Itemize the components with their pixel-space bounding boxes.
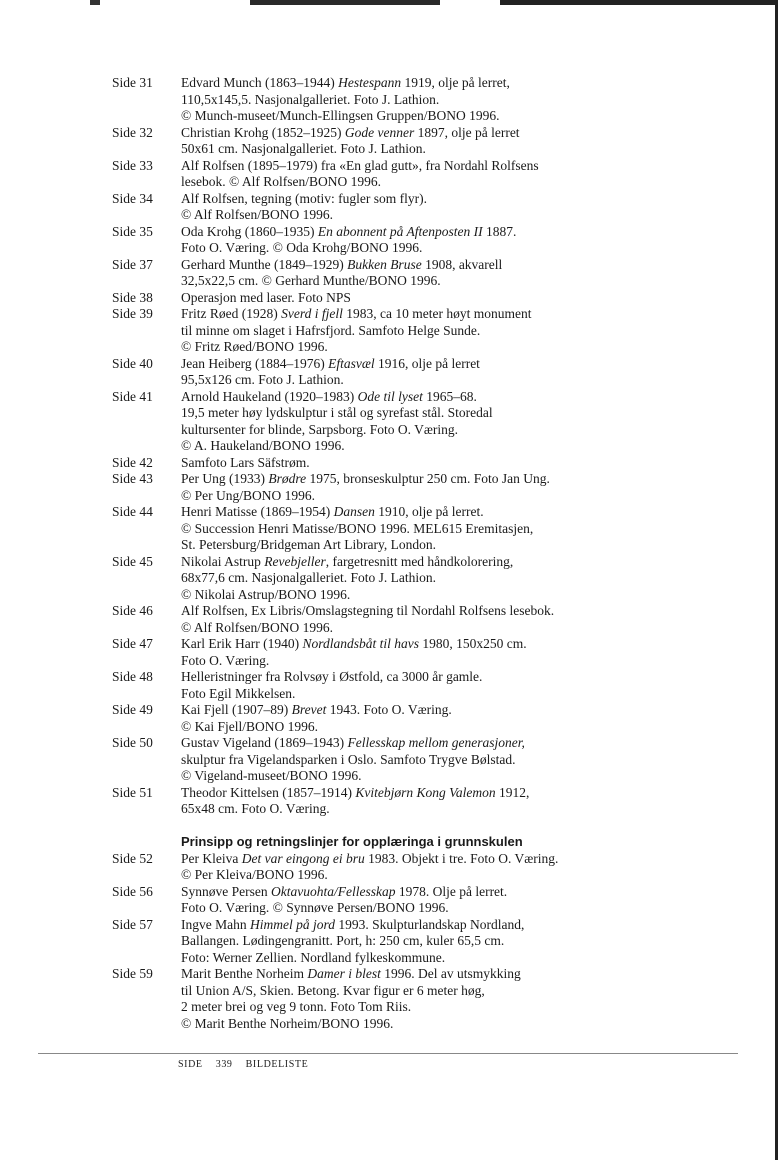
- credit-line: [181, 438, 752, 455]
- credit-text: [181, 125, 752, 158]
- credit-segment: Edvard Munch (1863–1944): [181, 75, 339, 90]
- artwork-title: Kvitebjørn Kong Valemon: [355, 784, 496, 800]
- credit-segment: 1897, olje på lerret: [414, 124, 520, 140]
- credit-segment: 95,5x126 cm. Foto J. Lathion.: [181, 372, 344, 387]
- credit-segment: Ingve Mahn: [181, 916, 250, 932]
- footer-rule: [38, 1053, 738, 1054]
- credit-line: [181, 306, 752, 323]
- credit-segment: 1996. Del av utsmykking: [380, 966, 521, 981]
- credit-segment: Karl Erik Harr (1940): [181, 636, 303, 651]
- credit-segment: Alf Rolfsen, tegning (motiv: fugler som flyr).: [181, 190, 427, 206]
- credit-line: [181, 405, 752, 422]
- page-reference: Side 52: [112, 850, 153, 866]
- credit-segment: til Union A/S, Skien. Betong. Kvar figur er 6 meter høg,: [181, 982, 485, 998]
- credit-line: [181, 768, 752, 785]
- credit-segment: © Nikolai Astrup/BONO 1996.: [181, 586, 351, 602]
- credit-segment: 19,5 meter høy lydskulptur i stål og syrefast stål. Storedal: [181, 405, 493, 420]
- credit-entry: [112, 603, 752, 636]
- page-reference: Side 32: [112, 124, 153, 140]
- credit-group-main: [112, 75, 752, 818]
- page-reference: Side 42: [112, 454, 153, 470]
- credit-entry: [112, 356, 752, 389]
- section-heading: Prinsipp og retningslinjer for opplæringa i grunnskulen: [181, 833, 523, 849]
- page-reference: Side 35: [112, 223, 153, 239]
- credit-line: [181, 900, 752, 917]
- page-reference: Side 43: [112, 471, 153, 486]
- credit-line: [181, 851, 752, 868]
- credit-segment: © Fritz Røed/BONO 1996.: [181, 339, 328, 354]
- credit-text: [181, 917, 752, 967]
- credit-segment: 110,5x145,5. Nasjonalgalleriet. Foto J. Lathion.: [181, 91, 440, 107]
- artwork-title: Revebjeller: [264, 553, 326, 569]
- credit-line: [181, 966, 752, 983]
- credit-entry: [112, 257, 752, 290]
- credit-segment: 1978. Olje på lerret.: [395, 883, 508, 899]
- credit-line: [181, 224, 752, 241]
- credit-line: [181, 669, 752, 686]
- credit-entry: [112, 669, 752, 702]
- credit-line: [181, 108, 752, 125]
- footer-label: SIDE: [178, 1059, 203, 1070]
- page-reference: Side 57: [112, 916, 153, 932]
- page-reference: Side 44: [112, 504, 153, 519]
- page-reference: Side 47: [112, 636, 153, 651]
- credit-text: [181, 191, 752, 224]
- credit-segment: Samfoto Lars Säfstrøm.: [181, 454, 310, 470]
- credit-line: [181, 636, 752, 653]
- credit-segment: Theodor Kittelsen (1857–1914): [181, 784, 356, 800]
- artwork-title: Gode venner: [344, 124, 415, 140]
- credit-segment: 1916, olje på lerret: [374, 355, 480, 371]
- credit-entry: [112, 191, 752, 224]
- artwork-title: Ode til lyset: [357, 388, 423, 404]
- credit-segment: 1993. Skulpturlandskap Nordland,: [334, 916, 525, 932]
- credit-line: [181, 174, 752, 191]
- credit-line: [181, 867, 752, 884]
- credit-segment: Alf Rolfsen (1895–1979) fra «En glad gutt», fra Nordahl Rolfsens: [181, 157, 539, 173]
- credit-text: [181, 356, 752, 389]
- credit-text: [181, 389, 752, 455]
- credit-segment: Per Kleiva: [181, 850, 242, 866]
- credit-segment: 1908, akvarell: [421, 256, 503, 272]
- credit-line: [181, 1016, 752, 1033]
- credit-text: [181, 158, 752, 191]
- credit-entry: [112, 75, 752, 125]
- credit-segment: Kai Fjell (1907–89): [181, 702, 292, 717]
- credit-segment: 1943. Foto O. Væring.: [326, 702, 452, 717]
- credit-entry: [112, 224, 752, 257]
- credit-segment: © Kai Fjell/BONO 1996.: [181, 718, 319, 734]
- credit-segment: 50x61 cm. Nasjonalgalleriet. Foto J. Lathion.: [181, 141, 426, 156]
- page-reference: Side 49: [112, 702, 153, 717]
- artwork-title: En abonnent på Aftenposten II: [317, 223, 483, 239]
- credit-line: [181, 983, 752, 1000]
- credit-segment: 1980, 150x250 cm.: [418, 636, 527, 651]
- artwork-title: Hestespann: [338, 75, 402, 90]
- credit-line: [181, 471, 752, 488]
- credit-line: [181, 587, 752, 604]
- credit-line: [181, 801, 752, 818]
- credit-segment: Synnøve Persen: [181, 883, 271, 899]
- credit-line: [181, 999, 752, 1016]
- credit-segment: 1912,: [495, 784, 530, 800]
- credit-segment: 1965–68.: [422, 388, 477, 404]
- picture-credit-list: [112, 75, 752, 1032]
- artwork-title: Bukken Bruse: [347, 256, 422, 272]
- page-reference: Side 59: [112, 966, 153, 981]
- credit-segment: 1919, olje på lerret,: [401, 75, 510, 90]
- credit-segment: © A. Haukeland/BONO 1996.: [181, 438, 345, 453]
- credit-segment: 1975, bronseskulptur 250 cm. Foto Jan Ung.: [306, 471, 550, 486]
- credit-entry: [112, 785, 752, 818]
- credit-segment: Gustav Vigeland (1869–1943): [181, 735, 348, 750]
- artwork-title: Damer i blest: [307, 966, 381, 981]
- credit-text: [181, 75, 752, 125]
- credit-entry: [112, 504, 752, 554]
- artwork-title: Brødre: [268, 471, 307, 486]
- page-reference: Side 39: [112, 306, 153, 321]
- credit-segment: Alf Rolfsen, Ex Libris/Omslagstegning til Nordahl Rolfsens lesebok.: [181, 603, 555, 618]
- credit-text: [181, 702, 752, 735]
- credit-line: [181, 570, 752, 587]
- credit-line: [181, 488, 752, 505]
- credit-entry: [112, 158, 752, 191]
- credit-entry: [112, 702, 752, 735]
- artwork-title: Det var eingong ei bru: [241, 850, 365, 866]
- credit-line: [181, 620, 752, 637]
- artwork-title: Nordlandsbåt til havs: [302, 636, 419, 651]
- credit-line: [181, 372, 752, 389]
- credit-segment: 1983. Objekt i tre. Foto O. Væring.: [364, 850, 559, 866]
- credit-line: [181, 125, 752, 142]
- credit-line: [181, 702, 752, 719]
- credit-segment: © Alf Rolfsen/BONO 1996.: [181, 619, 334, 635]
- credit-line: [181, 141, 752, 158]
- page-footer: [178, 1059, 318, 1070]
- credit-segment: 32,5x22,5 cm. © Gerhard Munthe/BONO 1996.: [181, 273, 441, 288]
- credit-line: [181, 422, 752, 439]
- credit-segment: Gerhard Munthe (1849–1929): [181, 256, 348, 272]
- artwork-title: Fellesskap mellom generasjoner,: [347, 735, 525, 750]
- credit-entry: [112, 290, 752, 307]
- credit-text: [181, 966, 752, 1032]
- credit-entry: [112, 125, 752, 158]
- credit-entry: [112, 455, 752, 472]
- credit-line: [181, 917, 752, 934]
- credit-text: [181, 455, 752, 472]
- credit-segment: 1983, ca 10 meter høyt monument: [342, 306, 532, 321]
- credit-text: [181, 471, 752, 504]
- credit-line: [181, 537, 752, 554]
- credit-line: [181, 191, 752, 208]
- page-reference: Side 50: [112, 735, 153, 750]
- credit-segment: © Per Ung/BONO 1996.: [181, 487, 316, 503]
- artwork-title: Dansen: [333, 504, 375, 519]
- credit-segment: Henri Matisse (1869–1954): [181, 504, 334, 519]
- credit-text: [181, 224, 752, 257]
- credit-text: [181, 257, 752, 290]
- credit-entry: [112, 636, 752, 669]
- credit-segment: Operasjon med laser. Foto NPS: [181, 289, 351, 305]
- credit-segment: 68x77,6 cm. Nasjonalgalleriet. Foto J. Lathion.: [181, 570, 436, 585]
- credit-line: [181, 240, 752, 257]
- credit-line: [181, 290, 752, 307]
- credit-segment: skulptur fra Vigelandsparken i Oslo. Samfoto Trygve Bølstad.: [181, 751, 516, 767]
- page-reference: Side 38: [112, 289, 153, 305]
- credit-line: [181, 504, 752, 521]
- credit-segment: Fritz Røed (1928): [181, 306, 282, 321]
- artwork-title: Sverd i fjell: [281, 306, 343, 321]
- artwork-title: Brevet: [291, 702, 327, 717]
- credit-segment: Foto Egil Mikkelsen.: [181, 685, 296, 701]
- credit-text: [181, 504, 752, 554]
- credit-line: [181, 785, 752, 802]
- credit-segment: Nikolai Astrup: [181, 553, 265, 569]
- artwork-title: Oktavuohta/Fellesskap: [271, 883, 396, 899]
- page-reference: Side 37: [112, 256, 153, 272]
- credit-line: [181, 719, 752, 736]
- credit-segment: 1887.: [482, 223, 517, 239]
- credit-entry: [112, 471, 752, 504]
- credit-line: [181, 389, 752, 406]
- credit-text: [181, 735, 752, 785]
- credit-line: [181, 521, 752, 538]
- credit-line: [181, 455, 752, 472]
- credit-text: [181, 669, 752, 702]
- credit-segment: Foto O. Væring. © Oda Krohg/BONO 1996.: [181, 240, 423, 255]
- page-reference: Side 51: [112, 784, 153, 800]
- credit-segment: Foto O. Væring.: [181, 652, 270, 668]
- credit-segment: Per Ung (1933): [181, 471, 269, 486]
- credit-line: [181, 884, 752, 901]
- credit-line: [181, 339, 752, 356]
- credit-entry: [112, 966, 752, 1032]
- credit-segment: Foto: Werner Zellien. Nordland fylkeskommune.: [181, 949, 446, 965]
- credit-entry: [112, 554, 752, 604]
- credit-group-grunnskulen: [112, 851, 752, 1033]
- credit-text: [181, 290, 752, 307]
- credit-segment: St. Petersburg/Bridgeman Art Library, London.: [181, 537, 436, 552]
- footer-section: BILDELISTE: [245, 1059, 309, 1070]
- credit-segment: , fargetresnitt med håndkolorering,: [325, 553, 514, 569]
- credit-text: [181, 884, 752, 917]
- credit-line: [181, 158, 752, 175]
- credit-text: [181, 636, 752, 669]
- page-reference: Side 56: [112, 883, 153, 899]
- credit-segment: kultursenter for blinde, Sarpsborg. Foto O. Væring.: [181, 421, 458, 437]
- credit-segment: lesebok. © Alf Rolfsen/BONO 1996.: [181, 174, 381, 189]
- credit-segment: til minne om slaget i Hafrsfjord. Samfoto Helge Sunde.: [181, 322, 481, 338]
- credit-segment: 2 meter brei og veg 9 tonn. Foto Tom Riis.: [181, 999, 412, 1014]
- credit-segment: Helleristninger fra Rolvsøy i Østfold, ca 3000 år gamle.: [181, 669, 483, 684]
- credit-segment: Christian Krohg (1852–1925): [181, 124, 345, 140]
- credit-line: [181, 207, 752, 224]
- credit-line: [181, 933, 752, 950]
- credit-line: [181, 257, 752, 274]
- page-reference: Side 33: [112, 157, 153, 173]
- page-reference: Side 41: [112, 388, 153, 404]
- credit-segment: © Alf Rolfsen/BONO 1996.: [181, 207, 334, 222]
- credit-entry: [112, 884, 752, 917]
- credit-segment: © Succession Henri Matisse/BONO 1996. MEL615 Eremitasjen,: [181, 520, 534, 536]
- artwork-title: Himmel på jord: [249, 916, 335, 932]
- page-reference: Side 48: [112, 669, 153, 684]
- artwork-title: Eftasvæl: [328, 355, 375, 371]
- page-reference: Side 45: [112, 553, 153, 569]
- page-reference: Side 31: [112, 75, 153, 90]
- credit-segment: Marit Benthe Norheim: [181, 966, 308, 981]
- page-reference: Side 40: [112, 355, 153, 371]
- credit-segment: Oda Krohg (1860–1935): [181, 223, 318, 239]
- credit-line: [181, 752, 752, 769]
- credit-line: [181, 75, 752, 92]
- credit-segment: Arnold Haukeland (1920–1983): [181, 388, 358, 404]
- footer-page-number: 339: [215, 1059, 233, 1070]
- credit-entry: [112, 735, 752, 785]
- credit-entry: [112, 851, 752, 884]
- credit-text: [181, 851, 752, 884]
- credit-line: [181, 950, 752, 967]
- page-reference: Side 34: [112, 190, 153, 206]
- credit-segment: 1910, olje på lerret.: [374, 504, 484, 519]
- credit-line: [181, 653, 752, 670]
- credit-text: [181, 554, 752, 604]
- credit-line: [181, 92, 752, 109]
- credit-segment: © Vigeland-museet/BONO 1996.: [181, 768, 362, 783]
- credit-line: [181, 735, 752, 752]
- credit-segment: © Munch-museet/Munch-Ellingsen Gruppen/BONO 1996.: [181, 108, 500, 123]
- credit-line: [181, 603, 752, 620]
- credit-line: [181, 273, 752, 290]
- credit-entry: [112, 389, 752, 455]
- scan-top-edge: [0, 0, 778, 5]
- credit-line: [181, 554, 752, 571]
- credit-text: [181, 306, 752, 356]
- credit-line: [181, 356, 752, 373]
- credit-segment: 65x48 cm. Foto O. Væring.: [181, 801, 330, 816]
- credit-segment: Ballangen. Lødingengranitt. Port, h: 250 cm, kuler 65,5 cm.: [181, 933, 505, 948]
- credit-segment: © Marit Benthe Norheim/BONO 1996.: [181, 1015, 394, 1031]
- credit-line: [181, 686, 752, 703]
- credit-segment: © Per Kleiva/BONO 1996.: [181, 867, 328, 882]
- credit-text: [181, 603, 752, 636]
- credit-text: [181, 785, 752, 818]
- credit-segment: Jean Heiberg (1884–1976): [181, 355, 329, 371]
- credit-entry: [112, 917, 752, 967]
- credit-segment: Foto O. Væring. © Synnøve Persen/BONO 1996.: [181, 900, 449, 915]
- page-reference: Side 46: [112, 603, 153, 618]
- credit-line: [181, 323, 752, 340]
- credit-entry: [112, 306, 752, 356]
